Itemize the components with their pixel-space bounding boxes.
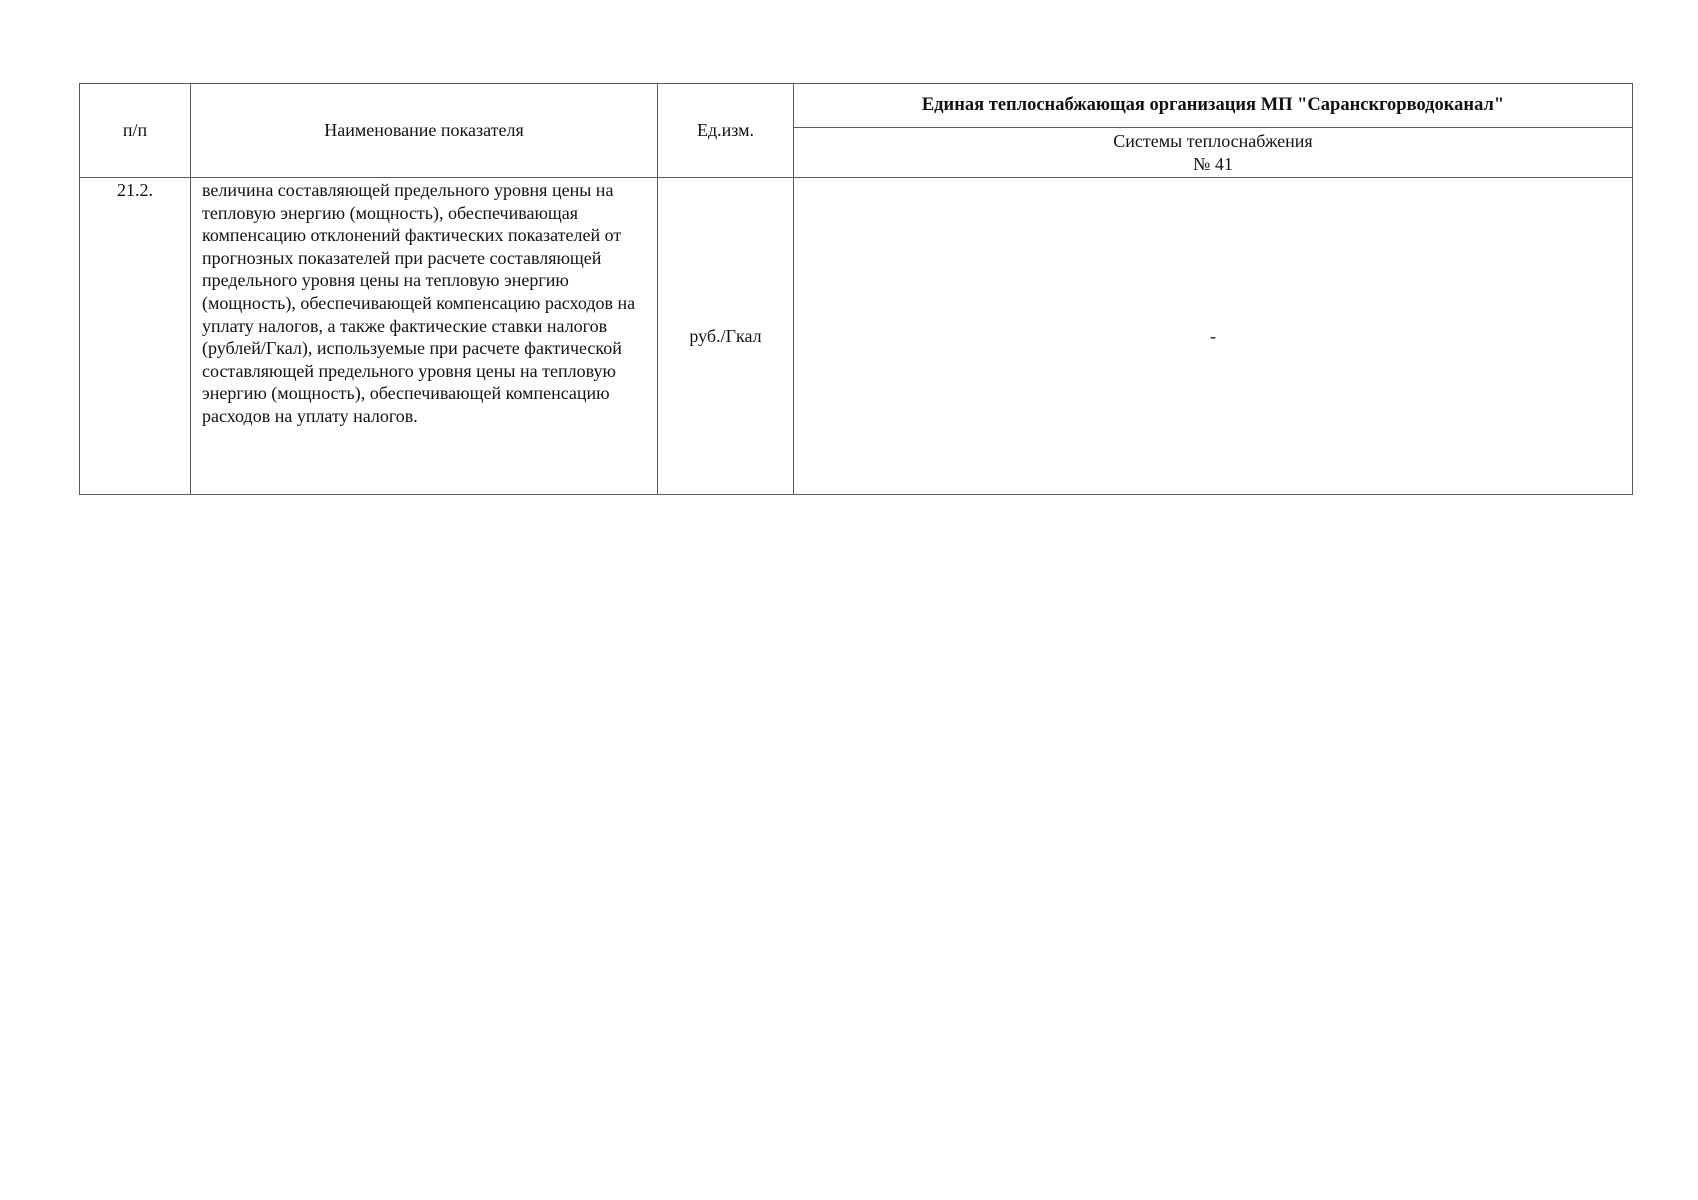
header-system-number: № 41: [1193, 153, 1233, 174]
header-organization: Единая теплоснабжающая организация МП "Саранскгорводоканал": [794, 84, 1633, 128]
header-heat-systems-label: Системы теплоснабжения: [1113, 130, 1313, 151]
row-value: -: [794, 178, 1633, 495]
row-indicator-name: величина составляющей предельного уровня цены на тепловую энергию (мощность), обеспечивающая компенсацию отклонений фактических показателей от прогнозных показателей при расчете составляющей предельного уровня цены на тепловую энергию (мощность), обеспечивающей компенсацию расходов на уплату налогов, а также фактические ставки налогов (рублей/Гкал), используемые при расчете фактической составляющей предельного уровня цены на тепловую энергию (мощность), обеспечивающей компенсацию расходов на уплату налогов.: [191, 178, 658, 495]
header-heat-systems: [794, 128, 1633, 178]
header-row-1: [80, 84, 1633, 128]
row-unit: руб./Гкал: [658, 178, 794, 495]
table-row: [80, 178, 1633, 495]
table-body: [80, 178, 1633, 495]
header-indicator-name: Наименование показателя: [191, 84, 658, 178]
table-header: [80, 84, 1633, 178]
indicator-table: [79, 83, 1633, 495]
header-number: п/п: [80, 84, 191, 178]
header-unit: Ед.изм.: [658, 84, 794, 178]
row-number: 21.2.: [80, 178, 191, 495]
